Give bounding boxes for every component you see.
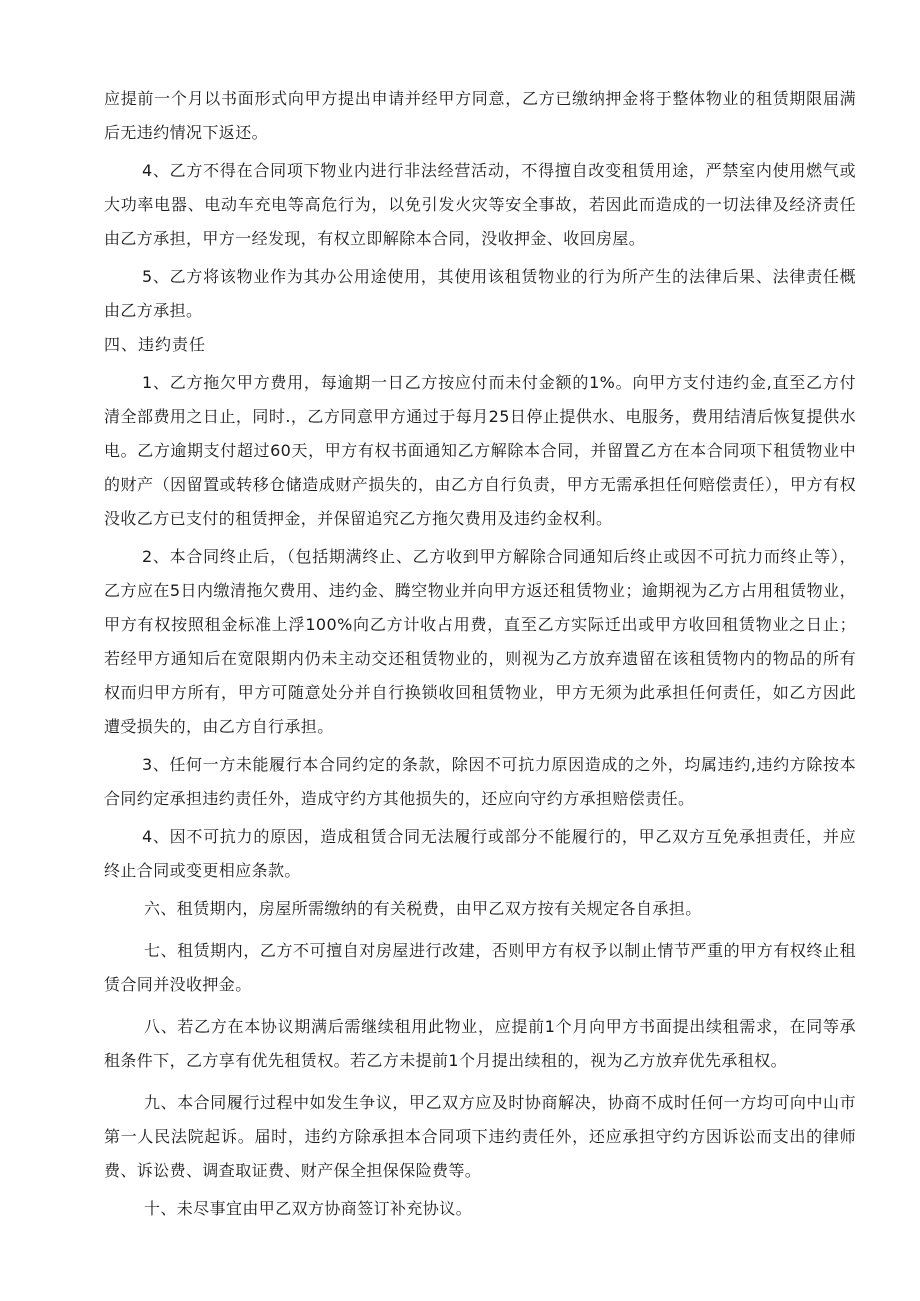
clause-4-3: 3、任何一方未能履行本合同约定的条款，除因不可抗力原因造成的之外，均属违约,违约方除按本合同约定承担违约责任外，造成守约方其他损失的，还应向守约方承担赔偿责任。 bbox=[104, 755, 856, 808]
document-body bbox=[104, 82, 856, 1226]
clause-4-2: 2、本合同终止后，（包括期满终止、乙方收到甲方解除合同通知后终止或因不可抗力而终止等），乙方应在5日内缴清拖欠费用、违约金、腾空物业并向甲方返还租赁物业；逾期视为乙方占用租赁物业，甲方有权按照租金标准上浮100%向乙方计收占用费，直至乙方实际迁出或甲方收回租赁物业之日止；若经甲方通知后在宽限期内仍未主动交还租赁物业的，则视为乙方放弃遗留在该租赁物内的物品的所有权而归甲方所有，甲方可随意处分并自行换锁收回租赁物业，甲方无须为此承担任何责任，如乙方因此遭受损失的，由乙方自行承担。 bbox=[104, 547, 856, 736]
clause-4-4: 4、因不可抗力的原因，造成租赁合同无法履行或部分不能履行的，甲乙双方互免承担责任，并应终止合同或变更相应条款。 bbox=[104, 827, 856, 880]
paragraph-continuation: 应提前一个月以书面形式向甲方提出申请并经甲方同意，乙方已缴纳押金将于整体物业的租赁期限届满后无违约情况下返还。 bbox=[104, 89, 856, 142]
clause-3-4: 4、乙方不得在合同项下物业内进行非法经营活动，不得擅自改变租赁用途，严禁室内使用燃气或大功率电器、电动车充电等高危行为，以免引发火灾等安全事故，若因此而造成的一切法律及经济责任由乙方承担，甲方一经发现，有权立即解除本合同，没收押金、收回房屋。 bbox=[104, 161, 856, 248]
section-6-taxes: 六、租赁期内，房屋所需缴纳的有关税费，由甲乙双方按有关规定各自承担。 bbox=[144, 899, 702, 918]
clause-3-5: 5、乙方将该物业作为其办公用途使用，其使用该租赁物业的行为所产生的法律后果、法律责任概由乙方承担。 bbox=[104, 267, 856, 320]
section-8-renewal: 八、若乙方在本协议期满后需继续租用此物业，应提前1个月向甲方书面提出续租需求，在同等承租条件下，乙方享有优先租赁权。若乙方未提前1个月提出续租的，视为乙方放弃优先承租权。 bbox=[104, 1017, 856, 1070]
section-7-alterations: 七、租赁期内，乙方不可擅自对房屋进行改建，否则甲方有权予以制止情节严重的甲方有权终止租赁合同并没收押金。 bbox=[104, 941, 856, 994]
clause-4-1: 1、乙方拖欠甲方费用，每逾期一日乙方按应付而未付金额的1%。向甲方支付违约金,直至乙方付清全部费用之日止，同时.，乙方同意甲方通过于每月25日停止提供水、电服务，费用结清后恢复提供水电。乙方逾期支付超过60天，甲方有权书面通知乙方解除本合同，并留置乙方在本合同项下租赁物业中的财产（因留置或转移仓储造成财产损失的，由乙方自行负责，甲方无需承担任何赔偿责任），甲方有权没收乙方已支付的租赁押金，并保留追究乙方拖欠费用及违约金权利。 bbox=[104, 373, 856, 528]
section-heading-liability: 四、违约责任 bbox=[104, 335, 207, 354]
section-10-supplementary: 十、未尽事宜由甲乙双方协商签订补充协议。 bbox=[144, 1199, 473, 1218]
section-9-disputes: 九、本合同履行过程中如发生争议，甲乙双方应及时协商解决，协商不成时任何一方均可向中山市第一人民法院起诉。届时，违约方除承担本合同项下违约责任外，还应承担守约方因诉讼而支出的律师费、诉讼费、调查取证费、财产保全担保保险费等。 bbox=[104, 1093, 856, 1180]
